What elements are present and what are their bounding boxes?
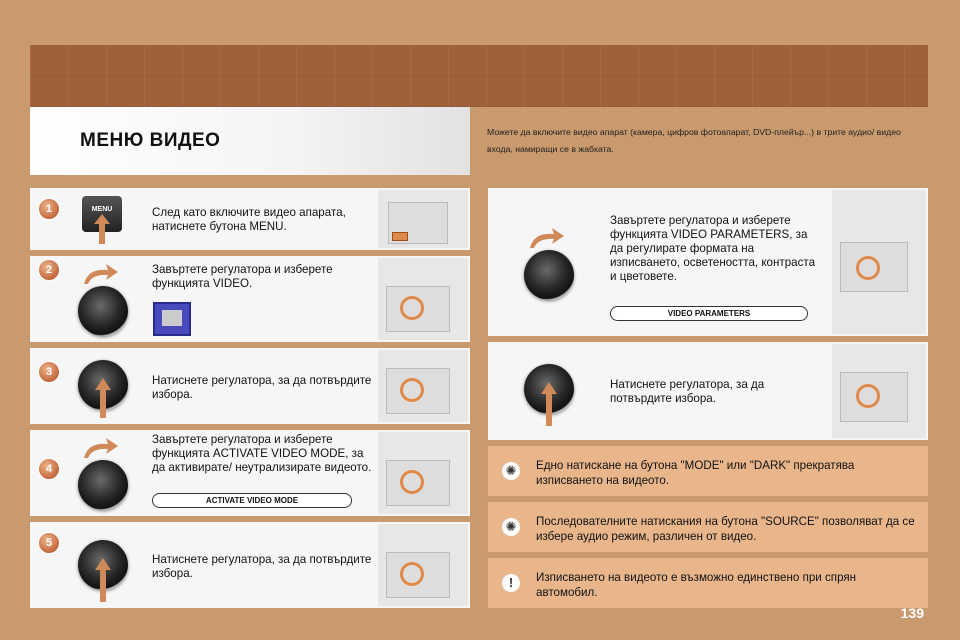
control-knob: [78, 460, 128, 510]
note-3: [488, 558, 928, 608]
right-step-text: Завъртете регулатора и изберете функцията VIDEO PARAMETERS, за да регулирате формата на изписването, осветеността, контраста и цветовете.: [610, 214, 816, 283]
step-badge: 5: [38, 532, 60, 554]
page-number: 139: [900, 605, 924, 621]
step-text: Натиснете регулатора, за да потвърдите избора.: [152, 374, 372, 401]
note-1: [488, 446, 928, 496]
rotate-arrow-icon: [528, 226, 566, 250]
intro-text: Можете да включите видео апарат (камера, цифров фотоапарат, DVD-плейър...) в трите аудио/ видео входа, намиращи се в жабката.: [487, 127, 901, 154]
control-knob: [78, 286, 128, 336]
header-band: [30, 45, 928, 107]
step-text: След като включите видео апарата, натиснете бутона MENU.: [152, 206, 346, 233]
step-panel-1: [30, 188, 470, 250]
note-text: Едно натискане на бутона "MODE" или "DARK" прекратява изписването на видеото.: [536, 459, 855, 487]
step-text: Завъртете регулатора и изберете функцията VIDEO.: [152, 263, 333, 290]
step-badge: 3: [38, 361, 60, 383]
note-2: [488, 502, 928, 552]
step-panel-3: [30, 348, 470, 424]
rotate-arrow-icon: [82, 436, 120, 460]
step-text: Натиснете регулатора, за да потвърдите избора.: [152, 553, 372, 580]
radio-thumbnail: [378, 432, 468, 514]
arrow-up-icon: [95, 558, 111, 602]
video-parameters-pill: VIDEO PARAMETERS: [610, 306, 808, 321]
right-step-panel-2: [488, 342, 928, 440]
radio-thumbnail: [378, 190, 468, 248]
arrow-up-icon: [94, 214, 110, 244]
activate-video-mode-pill: ACTIVATE VIDEO MODE: [152, 493, 352, 508]
arrow-up-icon: [541, 382, 557, 426]
radio-thumbnail: [378, 524, 468, 606]
page-title: МЕНЮ ВИДЕО: [80, 130, 221, 151]
step-panel-2: [30, 256, 470, 342]
rotate-arrow-icon: [82, 262, 120, 286]
title-box: [30, 107, 470, 175]
menu-button-illustration: MENU: [82, 196, 122, 232]
note-text: Изписването на видеото е възможно единствено при спрян автомобил.: [536, 571, 857, 599]
note-text: Последователните натискания на бутона "SOURCE" позволяват да се избере аудио режим, различен от видео.: [536, 515, 915, 543]
step-panel-4: [30, 430, 470, 516]
video-icon: [153, 302, 191, 336]
radio-thumbnail: [378, 350, 468, 422]
step-badge: 4: [38, 458, 60, 480]
info-icon: ✺: [502, 462, 520, 480]
step-badge: 1: [38, 198, 60, 220]
radio-thumbnail: [378, 258, 468, 340]
warning-icon: !: [502, 574, 520, 592]
right-step-panel-1: [488, 188, 928, 336]
step-badge: 2: [38, 259, 60, 281]
step-text: Завъртете регулатора и изберете функцията ACTIVATE VIDEO MODE, за да активирате/ неутрализирате видеото.: [152, 433, 372, 474]
radio-thumbnail: [832, 190, 926, 334]
info-icon: ✺: [502, 518, 520, 536]
right-step-text: Натиснете регулатора, за да потвърдите избора.: [610, 378, 765, 405]
step-panel-5: [30, 522, 470, 608]
radio-thumbnail: [832, 344, 926, 438]
arrow-up-icon: [95, 378, 111, 418]
control-knob: [524, 250, 574, 300]
